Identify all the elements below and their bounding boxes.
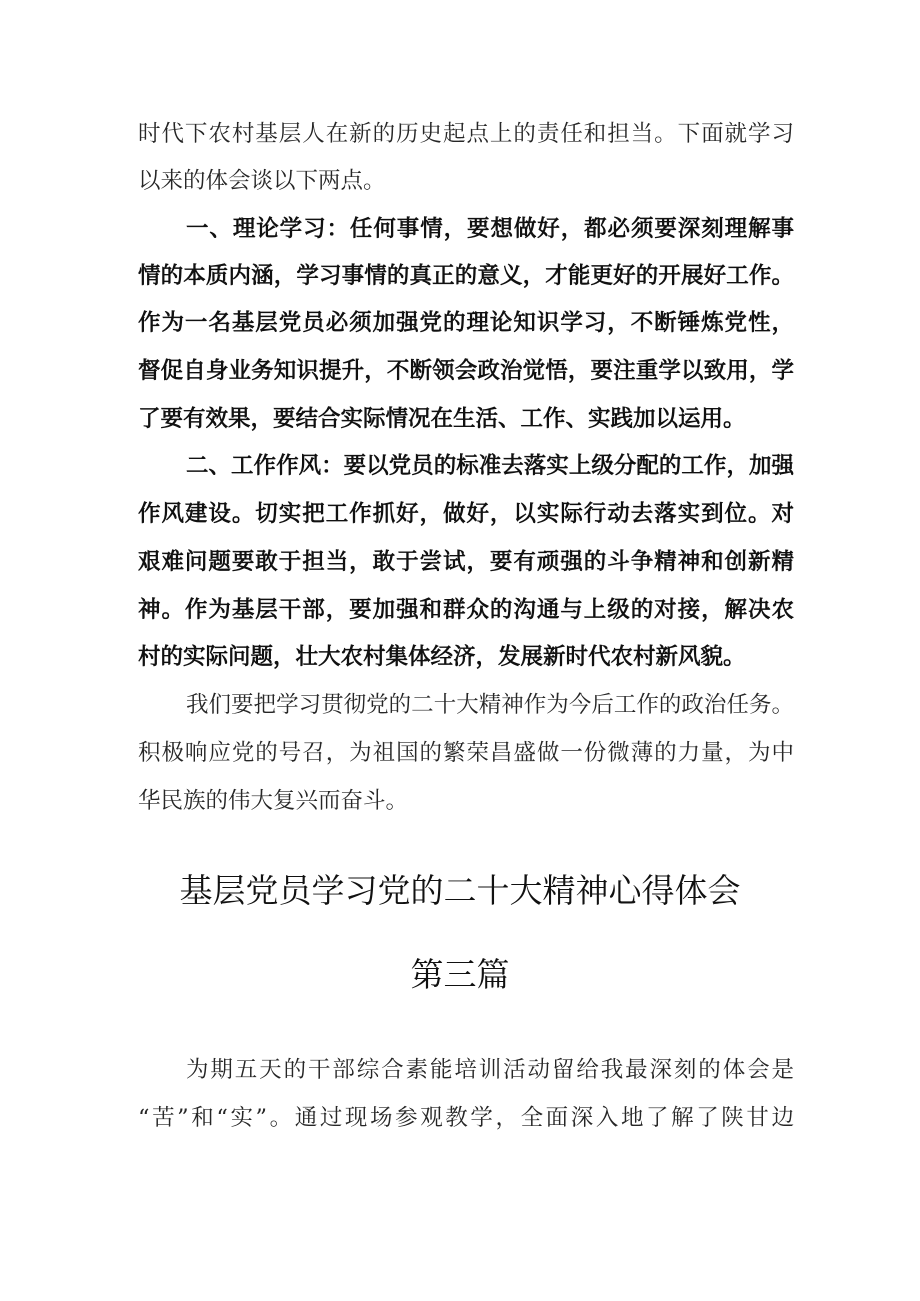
paragraph-1-line-2: 以来的体会谈以下两点。 [138,168,386,194]
paragraph-2-line-5: 了要有效果，要结合实际情况在生活、工作、实践加以运用。 [138,406,746,432]
paragraph-3-line-1: 二、工作作风：要以党员的标准去落实上级分配的工作，加强 [186,453,794,479]
paragraph-3-line-3: 艰难问题要敢于担当，敢于尝试，要有顽强的斗争精神和创新精 [138,549,794,575]
paragraph-1-line-1: 时代下农村基层人在新的历史起点上的责任和担当。下面就学习 [138,121,794,147]
paragraph-2-line-1: 一、理论学习：任何事情，要想做好，都必须要深刻理解事 [186,216,794,242]
paragraph-3-line-4: 神。作为基层干部，要加强和群众的沟通与上级的对接，解决农 [138,597,794,623]
paragraph-2-line-4: 督促自身业务知识提升，不断领会政治觉悟，要注重学以致用，学 [138,358,794,384]
paragraph-4-line-2: 积极响应党的号召，为祖国的繁荣昌盛做一份微薄的力量，为中 [138,740,794,766]
paragraph-5-line-1: 为期五天的干部综合素能培训活动留给我最深刻的体会是 [186,1057,794,1083]
section-subtitle: 第三篇 [410,955,510,994]
paragraph-3-line-5: 村的实际问题，壮大农村集体经济，发展新时代农村新风貌。 [138,644,746,670]
paragraph-3-line-2: 作风建设。切实把工作抓好，做好，以实际行动去落实到位。对 [138,501,794,527]
section-title: 基层党员学习党的二十大精神心得体会 [179,871,741,910]
paragraph-4-line-3: 华民族的伟大复兴而奋斗。 [138,788,409,814]
paragraph-5-line-2: “苦”和“实”。通过现场参观教学，全面深入地了解了陕甘边 [138,1105,794,1131]
paragraph-2-line-3: 作为一名基层党员必须加强党的理论知识学习，不断锤炼党性， [138,310,794,336]
paragraph-4-line-1: 我们要把学习贯彻党的二十大精神作为今后工作的政治任务。 [186,692,794,718]
paragraph-2-line-2: 情的本质内涵，学习事情的真正的意义，才能更好的开展好工作。 [138,263,794,289]
